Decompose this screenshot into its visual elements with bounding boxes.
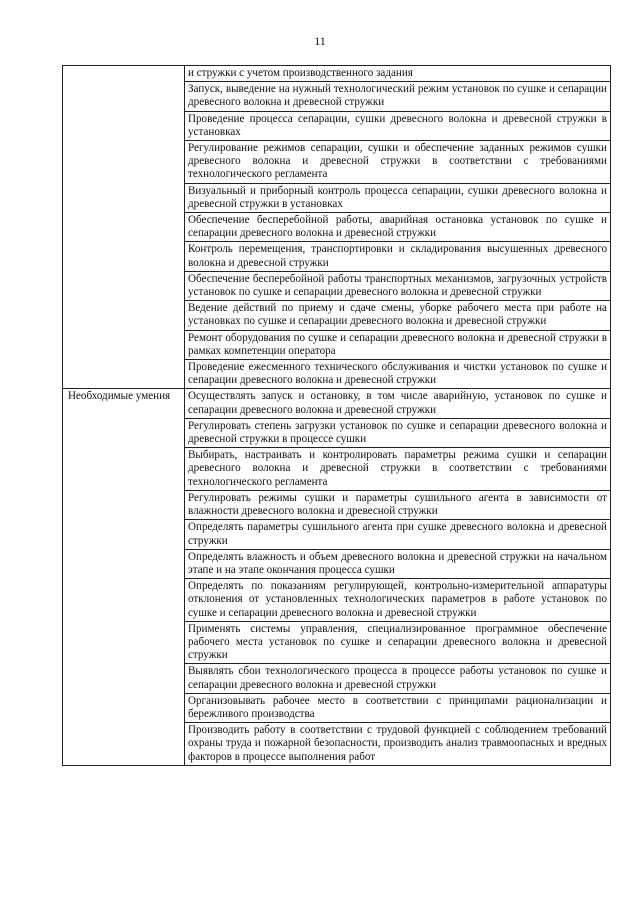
table-cell-text: Ведение действий по приему и сдаче смены, уборке рабочего места при работе на установках по сушке и сепарации древесного волокна и древесной стружки: [185, 301, 611, 330]
table-cell-text: Обеспечение бесперебойной работы, аварийная остановка установок по сушке и сепарации древесного волокна и древесной стружки: [185, 213, 611, 242]
table-cell-text: Осуществлять запуск и остановку, в том числе аварийную, установок по сушке и сепарации древесного волокна и древесной стружки: [185, 389, 611, 418]
table-cell-text: Регулировать режимы сушки и параметры сушильного агента в зависимости от влажности древесного волокна и древесной стружки: [185, 490, 611, 519]
table-cell-text: Определять влажность и объем древесного волокна и древесной стружки на начальном этапе и на этапе окончания процесса сушки: [185, 549, 611, 578]
table-cell-text: Определять параметры сушильного агента при сушке древесного волокна и древесной стружки: [185, 520, 611, 549]
table-cell-text: Обеспечение бесперебойной работы транспортных механизмов, загрузочных устройств установок по сушке и сепарации древесного волокна и древесной стружки: [185, 271, 611, 300]
table-cell-text: Регулирование режимов сепарации, сушки и обеспечение заданных режимов сушки древесного волокна и древесной стружки в соответствии с требованиями технологического регламента: [185, 141, 611, 184]
table-cell-text: Запуск, выведение на нужный технологический режим установок по сушке и сепарации древесного волокна и древесной стружки: [185, 82, 611, 111]
table-cell-text: Организовывать рабочее место в соответствии с принципами рационализации и бережливого производства: [185, 693, 611, 722]
table-cell-text: Регулировать степень загрузки установок по сушке и сепарации древесного волокна и древесной стружки в процессе сушки: [185, 418, 611, 447]
labor-functions-table: [62, 65, 611, 766]
table-cell-text: Производить работу в соответствии с трудовой функцией с соблюдением требований охраны труда и пожарной безопасности, производить анализ травмоопасных и вредных факторов в процессе выполнения работ: [185, 723, 611, 766]
group-label-cell: [63, 66, 185, 389]
table-cell-text: и стружки с учетом производственного задания: [185, 66, 611, 82]
table-cell-text: Применять системы управления, специализированное программное обеспечение рабочего места установок по сушке и сепарации древесного волокна и древесной стружки: [185, 621, 611, 664]
table-cell-text: Проведение процесса сепарации, сушки древесного волокна и древесной стружки в установках: [185, 111, 611, 140]
table-cell-text: Ремонт оборудования по сушке и сепарации древесного волокна и древесной стружки в рамках компетенции оператора: [185, 330, 611, 359]
table-cell-text: Визуальный и приборный контроль процесса сепарации, сушки древесного волокна и древесной стружки в установках: [185, 183, 611, 212]
table-body: [63, 66, 611, 766]
table-cell-text: Выявлять сбои технологического процесса в процессе работы установок по сушке и сепарации древесного волокна и древесной стружки: [185, 664, 611, 693]
group-label-cell: Необходимые умения: [63, 389, 185, 765]
table-cell-text: Определять по показаниям регулирующей, контрольно-измерительной аппаратуры отклонения от установленных технологических параметров в работе установок по сушке и сепарации древесного волокна и древесной стружки: [185, 579, 611, 622]
table-cell-text: Выбирать, настраивать и контролировать параметры режима сушки и сепарации древесного волокна и древесной стружки в соответствии с требованиями технологического регламента: [185, 448, 611, 491]
table-row: [63, 66, 611, 82]
table-cell-text: Контроль перемещения, транспортировки и складирования высушенных древесного волокна и древесной стружки: [185, 242, 611, 271]
table-cell-text: Проведение ежесменного технического обслуживания и чистки установок по сушке и сепарации древесного волокна и древесной стружки: [185, 360, 611, 389]
table-row: [63, 389, 611, 418]
page-number: 11: [314, 34, 326, 48]
